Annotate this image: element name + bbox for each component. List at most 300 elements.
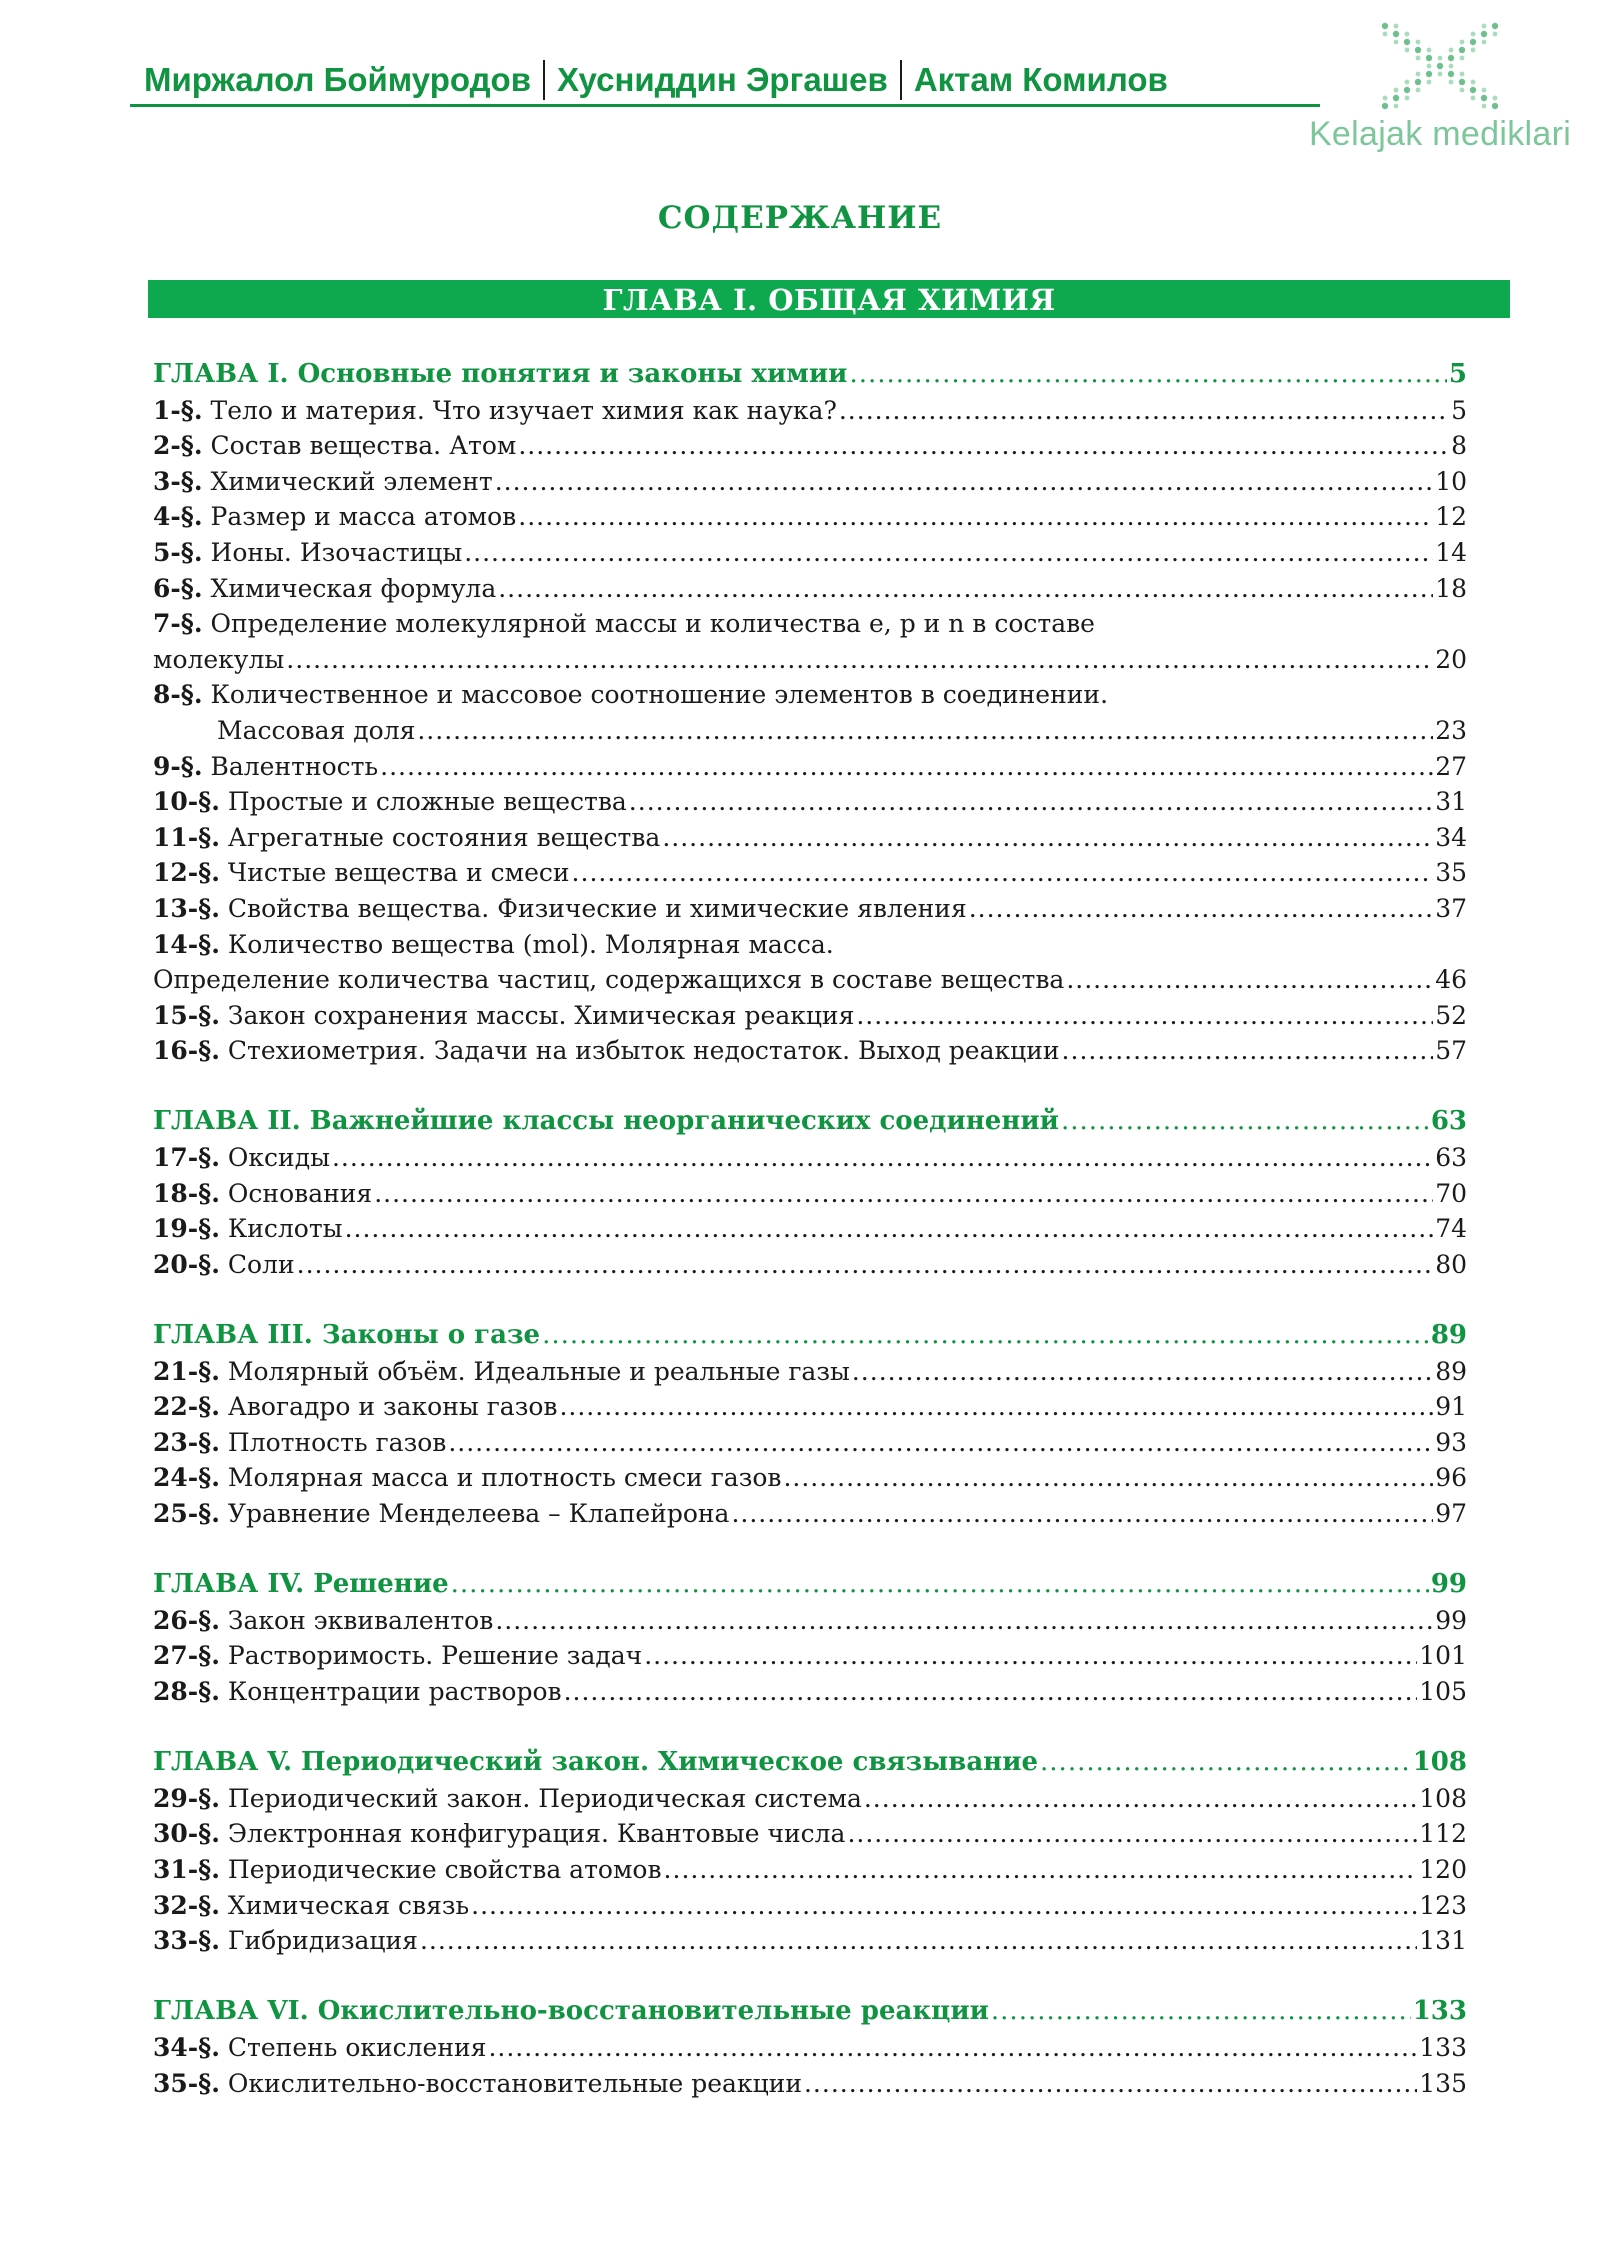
section-number: 11-§.: [153, 822, 220, 852]
toc-entry[interactable]: [153, 1460, 1467, 1496]
section-title: Количественное и массовое соотношение элементов в соединении.: [210, 680, 1109, 710]
section-number: 16-§.: [153, 1036, 220, 1066]
chapter-heading[interactable]: [153, 1745, 1467, 1781]
toc-entry[interactable]: [153, 820, 1467, 856]
section-title: Чистые вещества и смеси: [227, 858, 570, 888]
logo-dot: [1470, 39, 1476, 45]
header-rule: [130, 104, 1320, 107]
section-title: Электронная конфигурация. Квантовые числа: [227, 1819, 846, 1849]
section-title: Периодический закон. Периодическая система: [227, 1783, 862, 1813]
entry-label: [153, 2030, 486, 2066]
entry-label: [153, 1033, 1060, 1069]
page-number: 10: [1435, 466, 1467, 496]
chapter-heading[interactable]: [153, 1567, 1467, 1603]
toc-entry[interactable]: [153, 1176, 1467, 1212]
logo-dot: [1427, 48, 1432, 53]
page-number: 108: [1419, 1783, 1467, 1813]
page-number: 31: [1435, 787, 1467, 817]
dot-leader: [783, 1460, 1433, 1496]
page-number: 52: [1435, 1000, 1467, 1030]
section-title: Ионы. Изочастицы: [210, 537, 463, 567]
page-number: 5: [1448, 359, 1467, 389]
logo-dot: [1405, 48, 1410, 53]
logo-dot: [1393, 31, 1399, 37]
toc-entry[interactable]: [153, 1033, 1467, 1069]
section-title: Окислительно-восстановительные реакции: [227, 2068, 802, 2098]
page-number: 63: [1430, 1106, 1467, 1137]
section-number: 17-§.: [153, 1143, 220, 1173]
entry-label: [153, 784, 627, 820]
section-number: 32-§.: [153, 1890, 220, 1920]
dot-leader: [345, 1211, 1434, 1247]
toc-entry-continuation[interactable]: [153, 962, 1467, 998]
entry-label: [153, 2066, 802, 2102]
entry-label: [153, 1425, 446, 1461]
logo-dot: [1471, 80, 1476, 85]
dot-leader: [856, 998, 1433, 1034]
entry-label: [153, 680, 1108, 709]
toc-entry[interactable]: [153, 1781, 1467, 1817]
dot-leader: [380, 749, 1433, 785]
entry-label: [153, 1603, 493, 1639]
logo-dot: [1383, 32, 1388, 37]
logo-dot: [1459, 47, 1465, 53]
entry-label: [153, 428, 516, 464]
section-number: 10-§.: [153, 787, 220, 817]
section-number: 3-§.: [153, 466, 203, 496]
logo-dot: [1493, 32, 1498, 37]
page-number: 35: [1435, 858, 1467, 888]
toc-entry[interactable]: [153, 499, 1467, 535]
logo-dot: [1492, 23, 1498, 29]
section-title: Тело и материя. Что изучает химия как наука?: [210, 395, 837, 425]
section-title: Стехиометрия. Задачи на избыток недостаток. Выход реакции: [227, 1036, 1060, 1066]
page-number: 5: [1451, 395, 1467, 425]
section-number: 19-§.: [153, 1214, 220, 1244]
section-title: Авогадро и законы газов: [227, 1392, 558, 1422]
chapter-title: ГЛАВА I. Основные понятия и законы химии: [153, 359, 848, 389]
logo-dot: [1481, 31, 1487, 37]
logo-dot: [1482, 88, 1487, 93]
page-number: 133: [1419, 2032, 1467, 2062]
dot-leader: [662, 820, 1433, 856]
section-number: 1-§.: [153, 395, 203, 425]
page-number: 135: [1419, 2068, 1467, 2098]
logo-dot: [1482, 24, 1487, 29]
logo-dot: [1471, 32, 1476, 37]
toc-entry[interactable]: [153, 1816, 1467, 1852]
logo-dot: [1416, 56, 1421, 61]
toc-entry[interactable]: [153, 1852, 1467, 1888]
section-number: 35-§.: [153, 2068, 220, 2098]
page-number: 12: [1435, 502, 1467, 532]
entry-label: [153, 393, 837, 429]
logo-dot: [1415, 79, 1421, 85]
chapter-title: ГЛАВА VI. Окислительно-восстановительные реакции: [153, 1996, 989, 2027]
logo-dot: [1404, 87, 1410, 93]
logo-dot: [1416, 40, 1421, 45]
dot-leader: [1066, 962, 1433, 998]
section-number: 15-§.: [153, 1000, 220, 1030]
toc-entry[interactable]: [153, 464, 1467, 500]
dot-leader: [286, 642, 1433, 678]
toc-entry[interactable]: [153, 1354, 1467, 1390]
page-title: СОДЕРЖАНИЕ: [657, 200, 943, 236]
chapter-gap: [153, 1532, 1467, 1568]
toc-entry[interactable]: [153, 1211, 1467, 1247]
dot-leader: [559, 1389, 1433, 1425]
section-title: Основания: [227, 1178, 373, 1208]
page-number: 120: [1419, 1854, 1467, 1884]
chapter-gap: [153, 1282, 1467, 1318]
dot-leader: [852, 1354, 1433, 1390]
toc-entry[interactable]: [153, 2030, 1467, 2066]
section-number: 9-§.: [153, 751, 203, 781]
dot-leader: [374, 1176, 1433, 1212]
dot-leader: [572, 855, 1434, 891]
chapter-title: ГЛАВА II. Важнейшие классы неорганических соединений: [153, 1106, 1059, 1137]
logo-dot: [1382, 103, 1388, 109]
chapter-heading[interactable]: [153, 1994, 1467, 2030]
entry-label: [153, 855, 570, 891]
section-number: 24-§.: [153, 1463, 220, 1493]
section-title: Концентрации растворов: [227, 1676, 562, 1706]
dot-leader: [839, 393, 1449, 429]
section-number: 26-§.: [153, 1605, 220, 1635]
logo-dot: [1459, 79, 1465, 85]
section-title: Химический элемент: [210, 466, 493, 496]
section-number: 34-§.: [153, 2032, 220, 2062]
logo-dot: [1482, 104, 1487, 109]
page-number: 105: [1419, 1676, 1467, 1706]
chapter-title: ГЛАВА V. Периодический закон. Химическое связывание: [153, 1747, 1039, 1778]
section-number: 23-§.: [153, 1427, 220, 1457]
section-title: Состав вещества. Атом: [210, 431, 517, 461]
toc-entry[interactable]: [153, 677, 1467, 713]
section-number: 18-§.: [153, 1178, 220, 1208]
entry-label: [153, 1140, 330, 1176]
chapter-heading[interactable]: [153, 1104, 1467, 1140]
page-number: 91: [1435, 1392, 1467, 1422]
dot-leader: [448, 1425, 1433, 1461]
page-number: 89: [1430, 1320, 1467, 1351]
section-title: Степень окисления: [227, 2032, 487, 2062]
page-number: 57: [1435, 1036, 1467, 1066]
section-number: 20-§.: [153, 1249, 220, 1279]
section-title-continuation: молекулы: [153, 644, 285, 674]
entry-label: [153, 891, 967, 927]
dot-leader: [297, 1247, 1434, 1283]
page-number: 80: [1435, 1249, 1467, 1279]
section-number: 21-§.: [153, 1356, 220, 1386]
logo-dot: [1427, 64, 1432, 69]
entry-label: [153, 571, 496, 607]
entry-label: [153, 499, 516, 535]
section-title: Агрегатные состояния вещества: [227, 822, 661, 852]
author-name: Актам Комилов: [913, 61, 1168, 98]
page-number: 101: [1419, 1641, 1467, 1671]
author-name: Миржалол Боймуродов: [144, 61, 531, 98]
section-title: Молярная масса и плотность смеси газов: [227, 1463, 782, 1493]
section-title: Закон сохранения массы. Химическая реакция: [227, 1000, 855, 1030]
entry-label: [153, 1211, 343, 1247]
section-number: 13-§.: [153, 893, 220, 923]
entry-label: [153, 464, 493, 500]
section-number: 4-§.: [153, 502, 203, 532]
section-title: Оксиды: [227, 1143, 330, 1173]
page-number: 131: [1419, 1926, 1467, 1956]
page-number: 18: [1435, 573, 1467, 603]
section-number: 22-§.: [153, 1392, 220, 1422]
chapter-title: ГЛАВА IV. Решение: [153, 1569, 449, 1600]
toc-entry[interactable]: [153, 998, 1467, 1034]
logo-dot: [1481, 95, 1487, 101]
section-number: 5-§.: [153, 537, 203, 567]
logo-dot: [1460, 88, 1465, 93]
page-number: 14: [1435, 537, 1467, 567]
page-number: 133: [1412, 1996, 1467, 2027]
section-number: 6-§.: [153, 573, 203, 603]
section-number: 7-§.: [153, 609, 203, 639]
page-number: 93: [1435, 1427, 1467, 1457]
toc-entry[interactable]: [153, 428, 1467, 464]
dot-leader: [542, 1318, 1429, 1354]
logo-dot: [1460, 72, 1465, 77]
dotted-x-logo-icon: [1372, 20, 1508, 112]
page-number: 108: [1412, 1747, 1467, 1778]
logo-dot: [1382, 23, 1388, 29]
page-number: 99: [1430, 1569, 1467, 1600]
dot-leader: [847, 1816, 1417, 1852]
dot-leader: [417, 713, 1433, 749]
toc-entry[interactable]: [153, 1603, 1467, 1639]
dot-leader: [731, 1496, 1433, 1532]
page-number: 74: [1435, 1214, 1467, 1244]
page-number: 23: [1435, 715, 1467, 745]
logo-dot: [1448, 71, 1454, 77]
section-title: Плотность газов: [227, 1427, 447, 1457]
logo-dot: [1405, 80, 1410, 85]
logo-dot: [1394, 40, 1399, 45]
entry-label: [153, 1176, 372, 1212]
dot-leader: [471, 1888, 1417, 1924]
logo-dot: [1394, 104, 1399, 109]
page-number: 34: [1435, 822, 1467, 852]
entry-label: [153, 749, 378, 785]
section-title: Определение молекулярной массы и количества e, p и n в составе: [210, 609, 1095, 639]
toc-entry[interactable]: [153, 535, 1467, 571]
section-title: Уравнение Менделеева – Клапейрона: [227, 1499, 730, 1528]
section-number: 2-§.: [153, 431, 203, 461]
section-title: Растворимость. Решение задач: [227, 1641, 643, 1671]
dot-leader: [420, 1923, 1417, 1959]
logo-dot: [1416, 72, 1421, 77]
logo-dot: [1437, 63, 1443, 69]
chapter-heading[interactable]: [153, 1318, 1467, 1354]
dot-leader: [451, 1567, 1429, 1603]
entry-label: [153, 1460, 781, 1496]
dot-leader: [564, 1674, 1418, 1710]
section-title: Молярный объём. Идеальные и реальные газы: [227, 1356, 850, 1386]
section-number: 31-§.: [153, 1854, 220, 1884]
dot-leader: [488, 2030, 1417, 2066]
section-number: 30-§.: [153, 1819, 220, 1849]
logo-dot: [1493, 96, 1498, 101]
section-number: 29-§.: [153, 1783, 220, 1813]
section-title: Количество вещества (mol). Молярная масса.: [227, 929, 834, 959]
logo-dot: [1416, 88, 1421, 93]
section-title: Соли: [227, 1249, 295, 1279]
logo-dot: [1482, 40, 1487, 45]
dot-leader: [1062, 1033, 1434, 1069]
logo-dot: [1471, 48, 1476, 53]
section-title: Закон эквивалентов: [227, 1605, 494, 1635]
entry-label: [153, 1674, 562, 1710]
author-divider: [543, 60, 545, 100]
toc-entry[interactable]: [153, 606, 1467, 642]
logo-dot: [1448, 55, 1454, 61]
section-title: Периодические свойства атомов: [227, 1854, 662, 1884]
entry-label: [153, 1496, 729, 1532]
dot-leader: [864, 1781, 1417, 1817]
dot-leader: [1061, 1104, 1429, 1140]
logo-dot: [1426, 55, 1432, 61]
logo-dot: [1427, 80, 1432, 85]
page-number: 20: [1435, 644, 1467, 674]
entry-label: [153, 1852, 662, 1888]
dot-leader: [518, 428, 1449, 464]
logo-dot: [1415, 47, 1421, 53]
dot-leader: [1040, 1745, 1411, 1781]
page-number: 27: [1435, 751, 1467, 781]
section-number: 25-§.: [153, 1499, 220, 1528]
logo-text: Kelajak mediklari: [1308, 115, 1572, 153]
table-of-contents: [153, 357, 1467, 2101]
section-number: 33-§.: [153, 1926, 220, 1956]
toc-entry[interactable]: [153, 927, 1467, 963]
author-name: Хусниддин Эргашев: [556, 61, 888, 98]
part-banner: ГЛАВА I. ОБЩАЯ ХИМИЯ: [148, 280, 1510, 318]
author-divider: [900, 60, 902, 100]
section-number: 28-§.: [153, 1676, 220, 1706]
toc-entry[interactable]: [153, 571, 1467, 607]
page-number: 37: [1435, 893, 1467, 923]
logo-dot: [1383, 96, 1388, 101]
page-number: 70: [1435, 1178, 1467, 1208]
logo-dot: [1394, 24, 1399, 29]
entry-label: [153, 1781, 862, 1817]
toc-entry[interactable]: [153, 1888, 1467, 1924]
logo-dot: [1405, 32, 1410, 37]
page-number: 112: [1419, 1819, 1467, 1849]
toc-entry-continuation[interactable]: [153, 713, 1467, 749]
chapter-gap: [153, 1710, 1467, 1746]
toc-entry[interactable]: [153, 855, 1467, 891]
toc-entry[interactable]: [153, 784, 1467, 820]
toc-entry[interactable]: [153, 1674, 1467, 1710]
entry-label: [153, 1638, 642, 1674]
logo-dot: [1394, 88, 1399, 93]
dot-leader: [332, 1140, 1433, 1176]
toc-entry[interactable]: [153, 891, 1467, 927]
section-title: Кислоты: [227, 1214, 343, 1244]
dot-leader: [495, 1603, 1433, 1639]
entry-label: [153, 998, 854, 1034]
dot-leader: [495, 464, 1433, 500]
chapter-gap: [153, 1069, 1467, 1105]
logo-dot: [1470, 87, 1476, 93]
logo-dot: [1460, 56, 1465, 61]
entry-label: [153, 1247, 295, 1283]
toc-entry[interactable]: [153, 393, 1467, 429]
dot-leader: [498, 571, 1433, 607]
author-list: [144, 60, 1168, 100]
entry-label: [153, 1354, 850, 1390]
entry-label: [153, 609, 1095, 638]
entry-label: [153, 1923, 418, 1959]
toc-entry[interactable]: [153, 2066, 1467, 2102]
toc-entry[interactable]: [153, 749, 1467, 785]
toc-entry[interactable]: [153, 1923, 1467, 1959]
toc-entry-continuation[interactable]: [153, 642, 1467, 678]
entry-label: [153, 1816, 845, 1852]
section-number: 12-§.: [153, 858, 220, 888]
logo-dot: [1438, 72, 1443, 77]
dot-leader: [991, 1994, 1411, 2030]
section-title: Свойства вещества. Физические и химические явления: [227, 893, 967, 923]
chapter-title: ГЛАВА III. Законы о газе: [153, 1320, 541, 1351]
section-title: Валентность: [210, 751, 379, 781]
logo-dot: [1449, 80, 1454, 85]
logo-dot: [1438, 56, 1443, 61]
dot-leader: [849, 357, 1446, 393]
dot-leader: [969, 891, 1433, 927]
dot-leader: [629, 784, 1433, 820]
logo-dot: [1449, 64, 1454, 69]
section-title: Химическая формула: [210, 573, 497, 603]
page-number: 96: [1435, 1463, 1467, 1493]
logo-dot: [1492, 103, 1498, 109]
page-number: 46: [1435, 965, 1467, 995]
toc-entry[interactable]: [153, 1638, 1467, 1674]
chapter-heading[interactable]: [153, 357, 1467, 393]
section-title: Размер и масса атомов: [210, 502, 517, 532]
toc-entry[interactable]: [153, 1389, 1467, 1425]
page-number: 89: [1435, 1356, 1467, 1386]
dot-leader: [804, 2066, 1417, 2102]
entry-label: [153, 820, 660, 856]
logo-dot: [1405, 96, 1410, 101]
section-number: 8-§.: [153, 680, 203, 710]
toc-entry[interactable]: [153, 1247, 1467, 1283]
dot-leader: [464, 535, 1433, 571]
entry-label: [153, 1389, 557, 1425]
toc-entry[interactable]: [153, 1140, 1467, 1176]
section-title: Химическая связь: [227, 1890, 470, 1920]
dot-leader: [644, 1638, 1417, 1674]
logo-dot: [1426, 71, 1432, 77]
page-number: 123: [1419, 1890, 1467, 1920]
page-number: 63: [1435, 1143, 1467, 1173]
chapter-gap: [153, 1959, 1467, 1995]
toc-entry[interactable]: [153, 1496, 1467, 1532]
section-title-continuation: Массовая доля: [217, 715, 416, 745]
section-title: Простые и сложные вещества: [227, 787, 627, 817]
dot-leader: [664, 1852, 1418, 1888]
logo-dot: [1449, 48, 1454, 53]
toc-entry[interactable]: [153, 1425, 1467, 1461]
section-title-continuation: Определение количества частиц, содержащихся в составе вещества: [153, 965, 1065, 995]
